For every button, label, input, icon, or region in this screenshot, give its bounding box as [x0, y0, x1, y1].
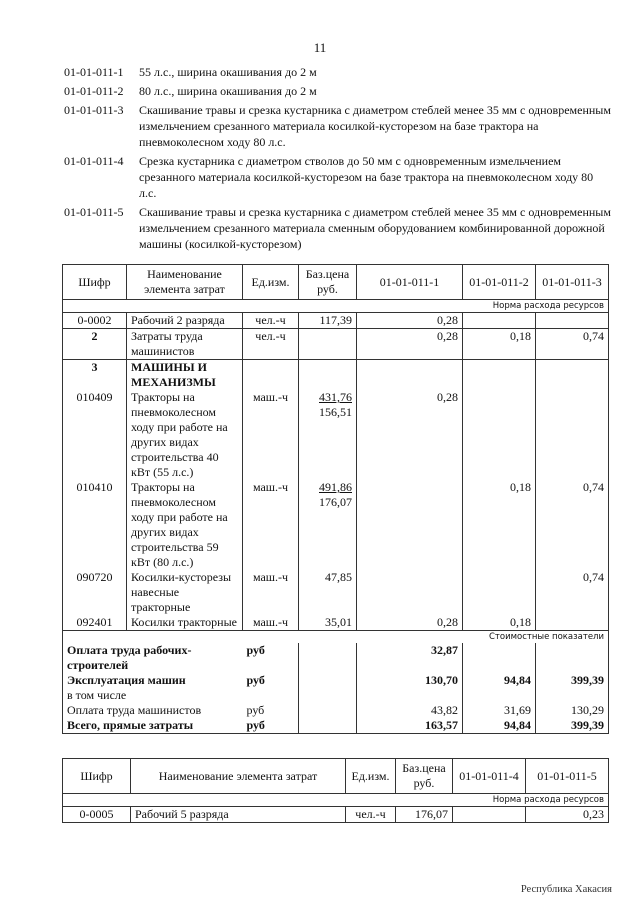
- cell-value: [453, 807, 526, 823]
- price-value: 491,86: [319, 480, 352, 494]
- cell-name: Тракторы на пневмоколесном ходу при работе на других видах строительства 59 кВт (80 л.с.): [127, 480, 243, 570]
- column-header: Ед.изм.: [243, 265, 299, 300]
- cell-unit: маш.-ч: [243, 480, 299, 570]
- price-value: 431,76: [319, 390, 352, 404]
- cost-value: 94,84: [463, 673, 536, 688]
- list-item: [64, 64, 612, 80]
- resource-table-1: [62, 264, 609, 734]
- cost-value: 94,84: [463, 718, 536, 734]
- cell-value: 0,23: [526, 807, 609, 823]
- cost-name: в том числе: [63, 688, 243, 703]
- column-header: 01-01-011-4: [453, 759, 526, 794]
- footer-region: Республика Хакасия: [520, 884, 612, 895]
- table-row: [63, 807, 609, 823]
- cost-value: 130,29: [536, 703, 609, 718]
- cost-price-empty: [299, 673, 357, 688]
- cell-value: 0,74: [536, 480, 609, 570]
- cell-value: 0,28: [357, 390, 463, 480]
- cost-value: 32,87: [357, 643, 463, 673]
- column-header: Наименование элемента затрат: [127, 265, 243, 300]
- cost-value: 163,57: [357, 718, 463, 734]
- price-value: 35,01: [325, 615, 352, 629]
- section-label: Норма расхода ресурсов: [63, 300, 609, 313]
- cell-price: [299, 313, 357, 329]
- cell-value: [536, 360, 609, 391]
- cell-unit: маш.-ч: [243, 570, 299, 615]
- cell-value: 0,28: [357, 313, 463, 329]
- price-value: 47,85: [325, 570, 352, 584]
- cell-name: МАШИНЫ И МЕХАНИЗМЫ: [127, 360, 243, 391]
- section-label: Норма расхода ресурсов: [63, 794, 609, 807]
- cell-unit: маш.-ч: [243, 615, 299, 631]
- cell-price: 176,07: [396, 807, 453, 823]
- norm-row: [63, 300, 609, 313]
- column-header: Шифр: [63, 759, 131, 794]
- cell-code: 092401: [63, 615, 127, 631]
- item-text: Скашивание травы и срезка кустарника с диаметром стеблей менее 35 мм с одновременным измельчением срезанного материала сменным оборудованием комбинированной дорожной машины (косилкой-кусторезом): [139, 205, 611, 251]
- cell-price: [299, 390, 357, 480]
- table-row: [63, 329, 609, 360]
- cell-code: 0-0005: [63, 807, 131, 823]
- cost-unit-cell: [243, 688, 299, 703]
- cost-row: [63, 673, 609, 688]
- item-text: Срезка кустарника с диаметром стволов до 50 мм с одновременным измельчением срезанного материала косилкой-кусторезом на базе трактора на пневмоколесном ходу 80 л.с.: [139, 154, 594, 200]
- item-code: 01-01-011-1: [64, 65, 124, 79]
- cost-row: [63, 718, 609, 734]
- table-row: [63, 390, 609, 480]
- cost-unit-cell: руб: [243, 643, 299, 673]
- cell-value: [536, 390, 609, 480]
- cell-value: 0,18: [463, 615, 536, 631]
- cost-price-empty: [299, 643, 357, 673]
- cell-value: 0,18: [463, 480, 536, 570]
- cell-name: Рабочий 5 разряда: [131, 807, 346, 823]
- item-text: Скашивание травы и срезка кустарника с диаметром стеблей менее 35 мм с одновременным измельчением срезанного материала косилкой-кусторезом на базе трактора на пневмоколесном ходу 80 л.с.: [139, 103, 611, 149]
- cell-unit: чел.-ч: [243, 329, 299, 360]
- cell-code: 2: [63, 329, 127, 360]
- cell-name: Затраты труда машинистов: [127, 329, 243, 360]
- cell-price: [299, 329, 357, 360]
- cell-code: 090720: [63, 570, 127, 615]
- cell-value: [357, 480, 463, 570]
- cell-price: [299, 570, 357, 615]
- cell-code: 010410: [63, 480, 127, 570]
- cell-value: 0,28: [357, 329, 463, 360]
- cost-value: 31,69: [463, 703, 536, 718]
- cost-row: [63, 703, 609, 718]
- table-row: [63, 360, 609, 391]
- cost-value: [463, 688, 536, 703]
- table-row: [63, 570, 609, 615]
- price-value: 117,39: [319, 313, 352, 327]
- cell-unit: [243, 360, 299, 391]
- resource-table-2: [62, 758, 609, 823]
- cost-value: [536, 688, 609, 703]
- cost-value: [463, 643, 536, 673]
- item-text: 55 л.с., ширина окашивания до 2 м: [139, 65, 317, 79]
- cost-row: [63, 688, 609, 703]
- item-code: 01-01-011-3: [64, 103, 124, 117]
- cost-label-row: [63, 631, 609, 644]
- cost-name: Эксплуатация машин: [63, 673, 243, 688]
- column-header: Ед.изм.: [346, 759, 396, 794]
- column-header: 01-01-011-1: [357, 265, 463, 300]
- cell-value: [463, 390, 536, 480]
- column-header: 01-01-011-5: [526, 759, 609, 794]
- cell-price: [299, 615, 357, 631]
- cell-unit: чел.-ч: [346, 807, 396, 823]
- column-header: Баз.цена руб.: [396, 759, 453, 794]
- column-header: Баз.цена руб.: [299, 265, 357, 300]
- cost-name: Всего, прямые затраты: [63, 718, 243, 734]
- cell-name: Тракторы на пневмоколесном ходу при работе на других видах строительства 40 кВт (55 л.с.): [127, 390, 243, 480]
- cell-code: 0-0002: [63, 313, 127, 329]
- column-header: Наименование элемента затрат: [131, 759, 346, 794]
- cell-unit: маш.-ч: [243, 390, 299, 480]
- cost-price-empty: [299, 688, 357, 703]
- cost-name: Оплата труда рабочих-строителей: [63, 643, 243, 673]
- cost-value: 399,39: [536, 673, 609, 688]
- price-value: 156,51: [319, 405, 352, 419]
- cell-value: 0,74: [536, 570, 609, 615]
- cell-value: 0,28: [357, 615, 463, 631]
- list-item: [64, 102, 612, 150]
- cost-row: [63, 643, 609, 673]
- cell-value: [357, 570, 463, 615]
- item-code: 01-01-011-4: [64, 154, 124, 168]
- cell-value: [463, 360, 536, 391]
- section-label: Стоимостные показатели: [63, 631, 609, 644]
- cell-name: Рабочий 2 разряда: [127, 313, 243, 329]
- list-item: [64, 153, 612, 201]
- cell-value: [463, 313, 536, 329]
- cost-value: 43,82: [357, 703, 463, 718]
- cost-name: Оплата труда машинистов: [63, 703, 243, 718]
- header-row: [63, 759, 609, 794]
- list-item: [64, 83, 612, 99]
- norm-row: [63, 794, 609, 807]
- item-code: 01-01-011-5: [64, 205, 124, 219]
- column-header: 01-01-011-3: [536, 265, 609, 300]
- cell-value: 0,74: [536, 329, 609, 360]
- item-text: 80 л.с., ширина окашивания до 2 м: [139, 84, 317, 98]
- item-code: 01-01-011-2: [64, 84, 124, 98]
- header-row: [63, 265, 609, 300]
- cost-value: [357, 688, 463, 703]
- cost-value: [536, 643, 609, 673]
- item-list: [64, 64, 612, 252]
- cell-price: [299, 360, 357, 391]
- cost-unit-cell: руб: [243, 673, 299, 688]
- list-item: [64, 204, 612, 252]
- table-row: [63, 313, 609, 329]
- cell-code: 010409: [63, 390, 127, 480]
- table-row: [63, 480, 609, 570]
- column-header: Шифр: [63, 265, 127, 300]
- cell-value: [357, 360, 463, 391]
- cell-value: 0,18: [463, 329, 536, 360]
- page-number: 11: [313, 40, 327, 55]
- cost-value: 130,70: [357, 673, 463, 688]
- cell-code: 3: [63, 360, 127, 391]
- cell-value: [536, 313, 609, 329]
- table-row: [63, 615, 609, 631]
- cell-value: [463, 570, 536, 615]
- cell-unit: чел.-ч: [243, 313, 299, 329]
- cell-name: Косилки тракторные: [127, 615, 243, 631]
- column-header: 01-01-011-2: [463, 265, 536, 300]
- cost-price-empty: [299, 703, 357, 718]
- price-value: 176,07: [319, 495, 352, 509]
- cell-price: [299, 480, 357, 570]
- cost-unit-cell: руб: [243, 703, 299, 718]
- cost-unit-cell: руб: [243, 718, 299, 734]
- cell-value: [536, 615, 609, 631]
- cost-value: 399,39: [536, 718, 609, 734]
- cost-price-empty: [299, 718, 357, 734]
- cell-name: Косилки-кусторезы навесные тракторные: [127, 570, 243, 615]
